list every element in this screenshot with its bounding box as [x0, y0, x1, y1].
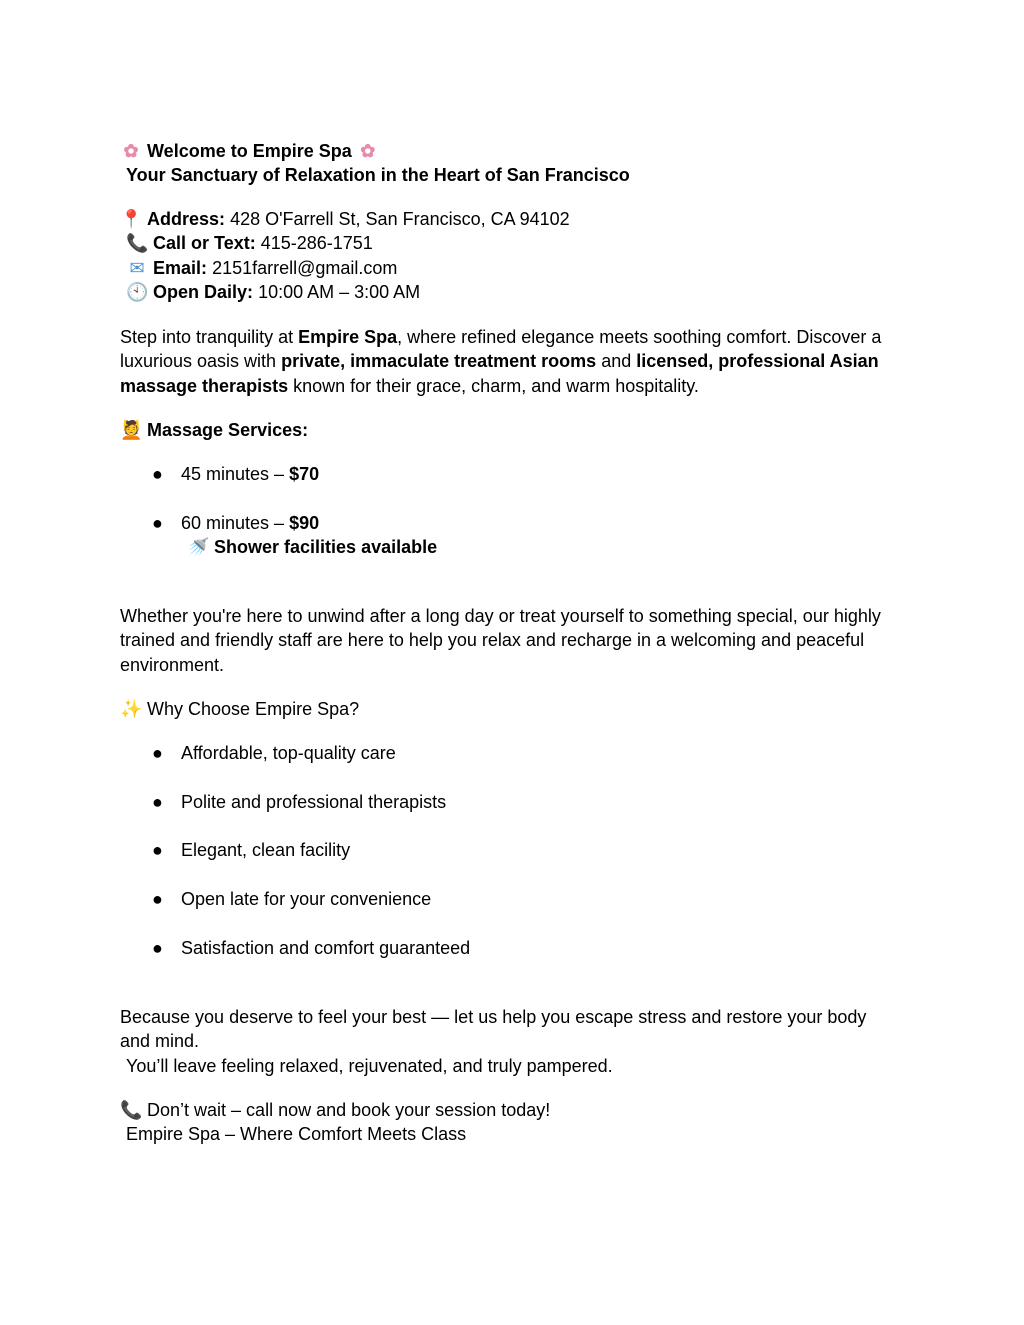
bullet-icon: ●	[152, 840, 163, 860]
bullet-icon: ●	[152, 743, 163, 763]
list-item: Satisfaction and comfort guaranteed	[181, 938, 471, 958]
bullet-icon: ●	[152, 513, 163, 533]
closing-line-1: Because you deserve to feel your best — let us help you escape stress and restore your body	[120, 1007, 867, 1027]
intro-bold: massage therapists	[120, 376, 289, 396]
services-heading: Massage Services:	[147, 420, 309, 440]
hours-value: 10:00 AM – 3:00 AM	[258, 282, 421, 302]
address-label: Address:	[147, 209, 226, 229]
intro-line-2	[120, 349, 879, 374]
list-item: Elegant, clean facility	[181, 840, 351, 860]
bullet-icon: ●	[152, 938, 163, 958]
service-price: $70	[289, 464, 320, 484]
address-value: 428 O'Farrell St, San Francisco, CA 94102	[230, 209, 570, 229]
intro-text: luxurious oasis with	[120, 351, 282, 371]
intro-text: Step into tranquility at	[120, 327, 299, 347]
email-icon: ✉	[129, 258, 145, 278]
map-pin-icon: 📍	[120, 209, 143, 229]
why-heading: Why Choose Empire Spa?	[147, 699, 360, 719]
phone-label: Call or Text:	[153, 233, 256, 253]
hours-line	[126, 280, 420, 305]
intro-line-1	[120, 325, 881, 350]
phone-line	[126, 231, 373, 256]
list-item: Open late for your convenience	[181, 889, 432, 909]
shower-note: Shower facilities available	[214, 537, 438, 557]
cherry-blossom-icon: ✿	[123, 141, 139, 161]
page-title-line	[120, 139, 379, 164]
sparkles-icon: ✨	[120, 699, 143, 719]
paragraph2-line-3: environment.	[120, 655, 225, 675]
shower-note-line	[187, 535, 437, 560]
email-label: Email:	[153, 258, 208, 278]
clock-icon: 🕙	[126, 282, 149, 302]
address-line	[120, 207, 570, 232]
intro-line-3	[120, 374, 699, 399]
list-item: Affordable, top-quality care	[181, 743, 396, 763]
intro-text: , where refined elegance meets soothing comfort. Discover a	[397, 327, 882, 347]
intro-bold: private, immaculate treatment rooms	[281, 351, 597, 371]
bullet-icon: ●	[152, 889, 163, 909]
paragraph2-line-2: trained and friendly staff are here to help you relax and recharge in a welcoming and peaceful	[120, 630, 865, 650]
service-duration: 60 minutes –	[181, 513, 290, 533]
phone-value: 415-286-1751	[260, 233, 373, 253]
services-heading-line	[120, 418, 308, 443]
bullet-icon: ●	[152, 792, 163, 812]
cherry-blossom-icon: ✿	[360, 141, 376, 161]
paragraph2-line-1: Whether you're here to unwind after a long day or treat yourself to something special, our highly	[120, 606, 881, 626]
service-duration: 45 minutes –	[181, 464, 290, 484]
hours-label: Open Daily:	[153, 282, 254, 302]
why-heading-line	[120, 697, 359, 722]
list-item	[181, 462, 319, 487]
list-item	[181, 511, 319, 536]
email-line	[126, 256, 397, 281]
intro-text: known for their grace, charm, and warm hospitality.	[288, 376, 699, 396]
intro-text: and	[596, 351, 637, 371]
list-item: Polite and professional therapists	[181, 792, 447, 812]
bullet-icon: ●	[152, 464, 163, 484]
email-value: 2151farrell@gmail.com	[212, 258, 398, 278]
cta-text: Don’t wait – call now and book your session today!	[147, 1100, 551, 1120]
page-title: Welcome to Empire Spa	[147, 141, 352, 161]
service-price: $90	[289, 513, 320, 533]
shower-icon: 🚿	[187, 537, 210, 557]
intro-bold: Empire Spa	[298, 327, 398, 347]
phone-icon: 📞	[120, 1100, 143, 1120]
closing-line-3: You’ll leave feeling relaxed, rejuvenated, and truly pampered.	[126, 1056, 613, 1076]
intro-bold: licensed, professional Asian	[636, 351, 879, 371]
massage-person-icon: 💆	[120, 420, 143, 440]
tagline: Empire Spa – Where Comfort Meets Class	[126, 1124, 467, 1144]
page-subtitle: Your Sanctuary of Relaxation in the Heart of San Francisco	[126, 165, 630, 185]
closing-line-2: and mind.	[120, 1031, 200, 1051]
phone-icon: 📞	[126, 233, 149, 253]
cta-line	[120, 1098, 550, 1123]
